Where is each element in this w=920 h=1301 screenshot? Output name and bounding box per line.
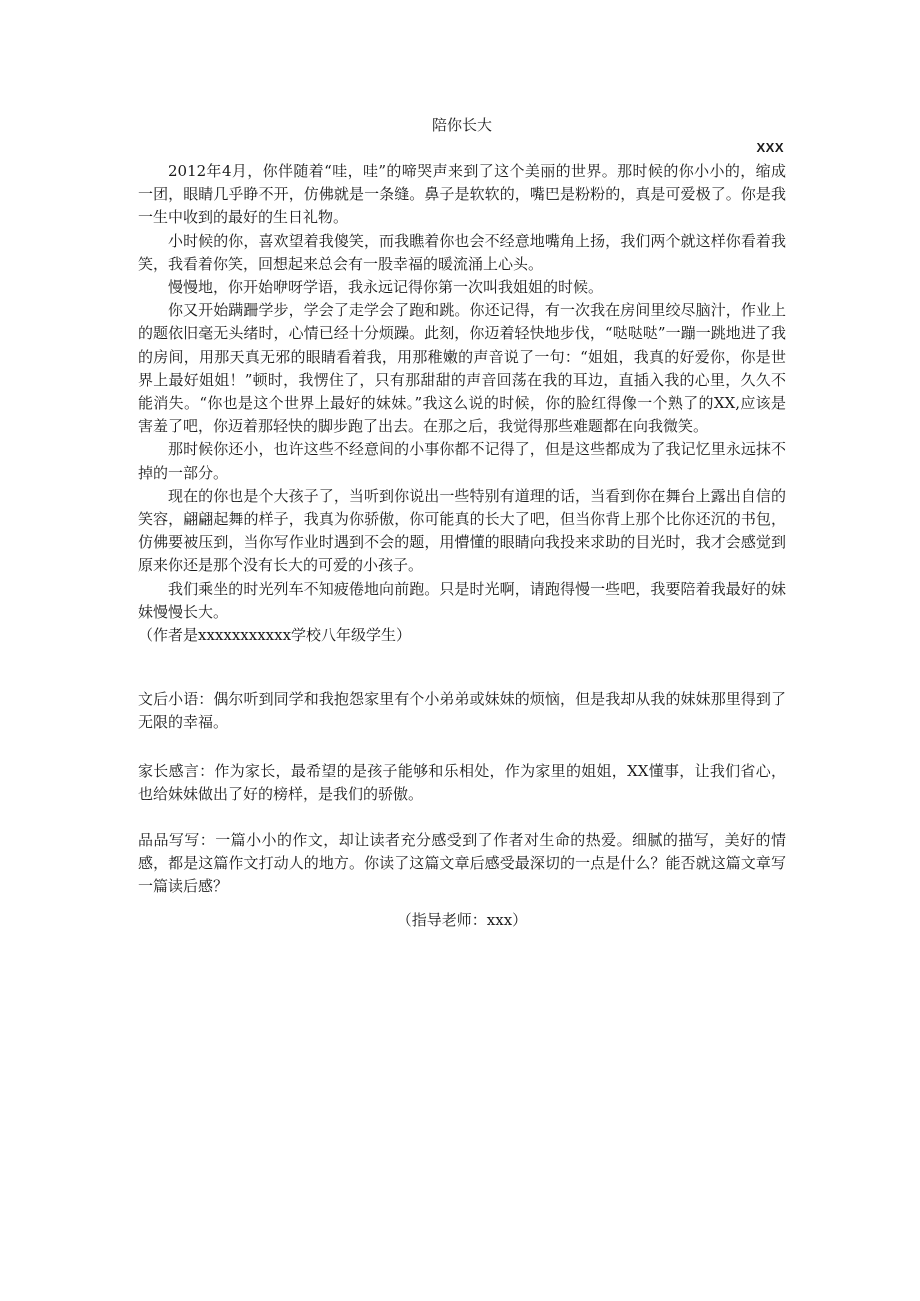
parent-comment: 家长感言：作为家长，最希望的是孩子能够和乐相处，作为家里的姐姐，XX懂事，让我们省心，也给妹妹做出了好的榜样，是我们的骄傲。 [138, 762, 786, 804]
paragraph: 2012年4月，你伴随着“哇，哇”的啼哭声来到了这个美丽的世界。那时候的你小小的，缩成一团，眼睛几乎睁不开，仿佛就是一条缝。鼻子是软软的，嘴巴是粉粉的，真是可爱极了。你是我一生中收到的最好的生日礼物。 [138, 162, 786, 227]
paragraph: 那时候你还小，也许这些不经意间的小事你都不记得了，但是这些都成为了我记忆里永远抹不掉的一部分。 [138, 440, 786, 482]
afterword: 文后小语：偶尔听到同学和我抱怨家里有个小弟弟或妹妹的烦恼，但是我却从我的妹妹那里得到了无限的幸福。 [138, 690, 786, 732]
paragraph: 你又开始蹒跚学步，学会了走学会了跑和跳。你还记得，有一次我在房间里绞尽脑汁，作业上的题依旧毫无头绪时，心情已经十分烦躁。此刻，你迈着轻快地步伐，“哒哒哒”一蹦一跳地进了我的房间，用那天真无邪的眼睛看着我，用那稚嫩的声音说了一句：“姐姐，我真的好爱你，你是世界上最好姐姐！”顿时，我愣住了，只有那甜甜的声音回荡在我的耳边，直插入我的心里，久久不能消失。“你也是这个世界上最好的妹妹。”我这么说的时候，你的脸红得像一个熟了的XX,应该是害羞了吧，你迈着那轻快的脚步跑了出去。在那之后，我觉得那些难题都在向我微笑。 [138, 301, 786, 436]
paragraph: 我们乘坐的时光列车不知疲倦地向前跑。只是时光啊，请跑得慢一些吧，我要陪着我最好的妹妹慢慢长大。 [138, 579, 786, 621]
paragraph: 小时候的你，喜欢望着我傻笑，而我瞧着你也会不经意地嘴角上扬，我们两个就这样你看着我笑，我看着你笑，回想起来总会有一股幸福的暖流涌上心头。 [138, 231, 786, 273]
essay-body [138, 160, 786, 647]
paragraph: 现在的你也是个大孩子了，当听到你说出一些特别有道理的话，当看到你在舞台上露出自信的笑容，翩翩起舞的样子，我真为你骄傲，你可能真的长大了吧，但当你背上那个比你还沉的书包，仿佛要被压到，当你写作业时遇到不会的题，用懵懂的眼睛向我投来求助的目光时，我才会感觉到原来你还是那个没有长大的可爱的小孩子。 [138, 486, 786, 575]
author-byline: （作者是xxxxxxxxxxx学校八年级学生） [138, 626, 412, 645]
essay-author: XXX [756, 140, 784, 155]
essay-title: 陪你长大 [431, 116, 492, 134]
paragraph: 慢慢地，你开始咿呀学语，我永远记得你第一次叫我姐姐的时候。 [168, 278, 604, 297]
appreciation-note: 品品写写：一篇小小的作文，却让读者充分感受到了作者对生命的热爱。细腻的描写，美好的情感，都是这篇作文打动人的地方。你读了这篇文章后感受最深切的一点是什么？能否就这篇文章写一篇读后感？ [138, 831, 786, 896]
teacher-credit: （指导老师：xxx） [396, 911, 528, 929]
